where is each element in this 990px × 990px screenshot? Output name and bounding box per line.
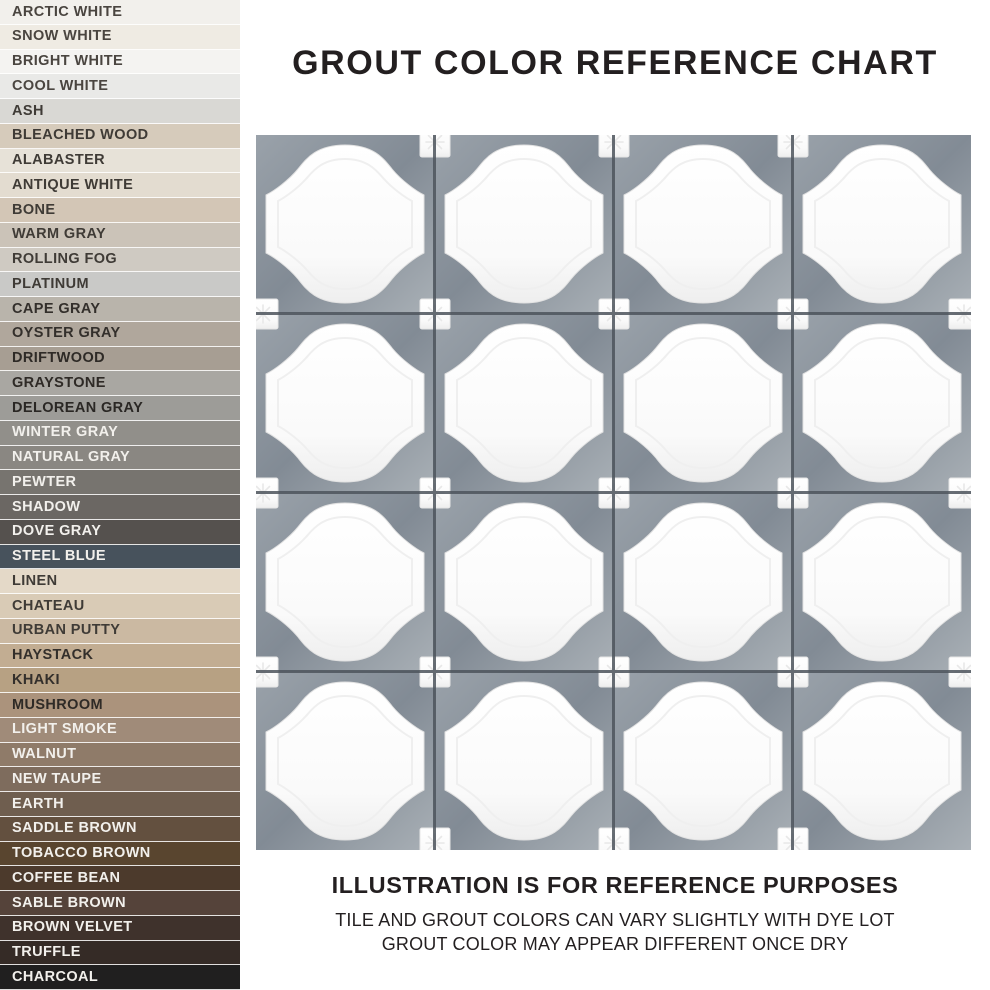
swatch-row[interactable] bbox=[0, 693, 240, 718]
tile-grout-illustration bbox=[256, 135, 971, 850]
swatch-row[interactable] bbox=[0, 198, 240, 223]
footer-line-2: GROUT COLOR MAY APPEAR DIFFERENT ONCE DRY bbox=[381, 933, 849, 954]
swatch-label: WINTER GRAY bbox=[12, 424, 119, 441]
swatch-row[interactable] bbox=[0, 248, 240, 273]
swatch-row[interactable] bbox=[0, 50, 240, 75]
swatch-row[interactable] bbox=[0, 668, 240, 693]
swatch-row[interactable] bbox=[0, 470, 240, 495]
swatch-row[interactable] bbox=[0, 149, 240, 174]
swatch-column bbox=[0, 0, 240, 990]
swatch-label: ARCTIC WHITE bbox=[12, 3, 123, 20]
swatch-label: ROLLING FOG bbox=[12, 251, 118, 268]
swatch-row[interactable] bbox=[0, 545, 240, 570]
swatch-label: PEWTER bbox=[12, 473, 77, 490]
swatch-row[interactable] bbox=[0, 421, 240, 446]
swatch-label: URBAN PUTTY bbox=[12, 622, 121, 639]
swatch-label: STEEL BLUE bbox=[12, 548, 106, 565]
swatch-label: SABLE BROWN bbox=[12, 894, 126, 911]
swatch-label: DRIFTWOOD bbox=[12, 350, 106, 367]
swatch-label: LINEN bbox=[12, 572, 58, 589]
swatch-label: CHATEAU bbox=[12, 597, 85, 614]
swatch-label: SADDLE BROWN bbox=[12, 820, 137, 837]
swatch-label: DELOREAN GRAY bbox=[12, 399, 144, 416]
swatch-label: BROWN VELVET bbox=[12, 919, 133, 936]
swatch-label: SNOW WHITE bbox=[12, 28, 112, 45]
swatch-row[interactable] bbox=[0, 743, 240, 768]
swatch-row[interactable] bbox=[0, 718, 240, 743]
swatch-row[interactable] bbox=[0, 644, 240, 669]
swatch-label: ALABASTER bbox=[12, 152, 106, 169]
swatch-row[interactable] bbox=[0, 322, 240, 347]
swatch-row[interactable] bbox=[0, 842, 240, 867]
swatch-label: TOBACCO BROWN bbox=[12, 845, 151, 862]
content-area bbox=[240, 0, 990, 990]
swatch-row[interactable] bbox=[0, 223, 240, 248]
swatch-label: ASH bbox=[12, 102, 44, 119]
swatch-row[interactable] bbox=[0, 124, 240, 149]
swatch-row[interactable] bbox=[0, 495, 240, 520]
swatch-row[interactable] bbox=[0, 941, 240, 966]
swatch-label: NEW TAUPE bbox=[12, 770, 102, 787]
swatch-label: TRUFFLE bbox=[12, 944, 81, 961]
swatch-row[interactable] bbox=[0, 594, 240, 619]
swatch-row[interactable] bbox=[0, 891, 240, 916]
swatch-row[interactable] bbox=[0, 916, 240, 941]
swatch-label: SHADOW bbox=[12, 498, 81, 515]
swatch-row[interactable] bbox=[0, 446, 240, 471]
swatch-label: NATURAL GRAY bbox=[12, 449, 131, 466]
swatch-label: MUSHROOM bbox=[12, 696, 103, 713]
swatch-row[interactable] bbox=[0, 25, 240, 50]
swatch-row[interactable] bbox=[0, 619, 240, 644]
swatch-row[interactable] bbox=[0, 74, 240, 99]
swatch-label: EARTH bbox=[12, 795, 64, 812]
swatch-row[interactable] bbox=[0, 792, 240, 817]
swatch-label: LIGHT SMOKE bbox=[12, 721, 118, 738]
swatch-label: WARM GRAY bbox=[12, 226, 107, 243]
swatch-row[interactable] bbox=[0, 173, 240, 198]
page-title: GROUT COLOR REFERENCE CHART bbox=[292, 44, 938, 82]
swatch-label: CAPE GRAY bbox=[12, 300, 101, 317]
swatch-label: COFFEE BEAN bbox=[12, 869, 121, 886]
swatch-row[interactable] bbox=[0, 767, 240, 792]
swatch-label: BRIGHT WHITE bbox=[12, 53, 124, 70]
swatch-row[interactable] bbox=[0, 817, 240, 842]
swatch-label: COOL WHITE bbox=[12, 77, 109, 94]
swatch-label: DOVE GRAY bbox=[12, 523, 102, 540]
swatch-row[interactable] bbox=[0, 396, 240, 421]
swatch-label: KHAKI bbox=[12, 671, 60, 688]
swatch-row[interactable] bbox=[0, 99, 240, 124]
footer-headline: ILLUSTRATION IS FOR REFERENCE PURPOSES bbox=[331, 872, 899, 898]
swatch-label: HAYSTACK bbox=[12, 647, 94, 664]
swatch-label: PLATINUM bbox=[12, 275, 90, 292]
swatch-row[interactable] bbox=[0, 347, 240, 372]
swatch-row[interactable] bbox=[0, 569, 240, 594]
swatch-label: OYSTER GRAY bbox=[12, 325, 121, 342]
swatch-row[interactable] bbox=[0, 866, 240, 891]
swatch-label: BONE bbox=[12, 201, 56, 218]
footer-line-1: TILE AND GROUT COLORS CAN VARY SLIGHTLY WITH DYE LOT bbox=[335, 910, 895, 930]
swatch-row[interactable] bbox=[0, 272, 240, 297]
swatch-row[interactable] bbox=[0, 520, 240, 545]
swatch-label: ANTIQUE WHITE bbox=[12, 176, 134, 193]
footer bbox=[240, 872, 990, 957]
swatch-row[interactable] bbox=[0, 0, 240, 25]
swatch-label: GRAYSTONE bbox=[12, 374, 106, 391]
swatch-label: BLEACHED WOOD bbox=[12, 127, 149, 144]
swatch-row[interactable] bbox=[0, 297, 240, 322]
swatch-row[interactable] bbox=[0, 965, 240, 990]
swatch-label: WALNUT bbox=[12, 746, 77, 763]
swatch-label: CHARCOAL bbox=[12, 968, 99, 985]
swatch-row[interactable] bbox=[0, 371, 240, 396]
